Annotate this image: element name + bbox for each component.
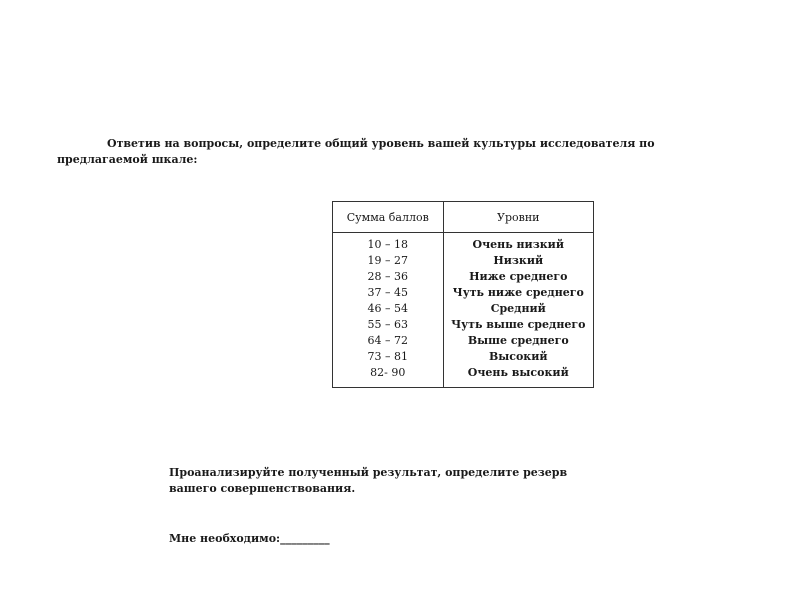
- score-range: 82- 90: [370, 366, 406, 379]
- level-label: Очень высокий: [467, 366, 569, 379]
- level-label: Выше среднего: [467, 334, 569, 347]
- level-label: Чуть ниже среднего: [452, 286, 584, 299]
- score-ranges-cell: [333, 233, 444, 388]
- header-score-sum: Сумма баллов: [333, 202, 444, 233]
- level-label: Низкий: [493, 254, 544, 267]
- score-range: 10 – 18: [367, 238, 409, 251]
- score-range: 28 – 36: [367, 270, 409, 283]
- score-range: 19 – 27: [367, 254, 409, 267]
- level-label: Ниже среднего: [469, 270, 568, 283]
- score-range: 73 – 81: [367, 350, 409, 363]
- score-range: 64 – 72: [367, 334, 409, 347]
- score-range: 55 – 63: [367, 318, 409, 331]
- level-label: Средний: [490, 302, 546, 315]
- table-body-row: [333, 233, 594, 388]
- table-header-row: [333, 202, 594, 233]
- level-label: Очень низкий: [472, 238, 564, 251]
- levels-cell: [443, 233, 593, 388]
- need-line: Мне необходимо:_________: [169, 532, 330, 545]
- level-label: Высокий: [488, 350, 548, 363]
- level-label: Чуть выше среднего: [451, 318, 586, 331]
- score-range: 37 – 45: [367, 286, 409, 299]
- header-levels: Уровни: [443, 202, 593, 233]
- score-range: 46 – 54: [367, 302, 409, 315]
- intro-text: Ответив на вопросы, определите общий уровень вашей культуры исследователя по предлагаемой шкале:: [57, 137, 655, 166]
- analysis-text: Проанализируйте полученный результат, определите резерв вашего совершенствования.: [169, 466, 568, 495]
- score-level-table: [332, 201, 594, 388]
